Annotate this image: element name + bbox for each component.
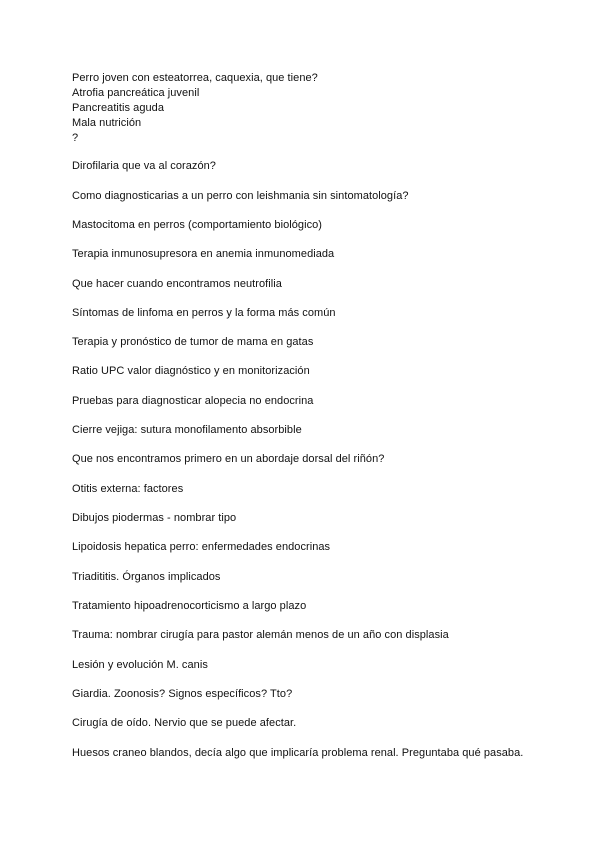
question-line: Que hacer cuando encontramos neutrofilia (72, 278, 282, 290)
question-line: Que nos encontramos primero en un abordaje dorsal del riñón? (72, 453, 385, 465)
answer-option: Mala nutrición (72, 117, 142, 129)
question-line: Dirofilaria que va al corazón? (72, 160, 216, 172)
question-line: Terapia y pronóstico de tumor de mama en gatas (72, 336, 314, 348)
question-line: Pruebas para diagnosticar alopecia no endocrina (72, 395, 314, 407)
question-line: Cierre vejiga: sutura monofilamento absorbible (72, 424, 302, 436)
question-line: Dibujos piodermas - nombrar tipo (72, 512, 237, 524)
question-line: Mastocitoma en perros (comportamiento biológico) (72, 219, 323, 231)
question-line: Trauma: nombrar cirugía para pastor alemán menos de un año con displasia (72, 629, 449, 641)
question-line: Huesos craneo blandos, decía algo que implicaría problema renal. Preguntaba qué pasaba. (72, 747, 524, 759)
answer-option: ? (72, 132, 79, 144)
question-line: Terapia inmunosupresora en anemia inmunomediada (72, 248, 335, 260)
question-line: Lipoidosis hepatica perro: enfermedades endocrinas (72, 541, 331, 553)
question-line: Tratamiento hipoadrenocorticismo a largo plazo (72, 600, 307, 612)
question-line: Ratio UPC valor diagnóstico y en monitorización (72, 365, 310, 377)
question-line: Otitis externa: factores (72, 483, 184, 495)
question-line: Lesión y evolución M. canis (72, 659, 208, 671)
question-line: Giardia. Zoonosis? Signos específicos? Tto? (72, 688, 293, 700)
question-line: Síntomas de linfoma en perros y la forma más común (72, 307, 336, 319)
question-line: Triadititis. Órganos implicados (72, 571, 221, 583)
question-line: Como diagnosticarias a un perro con leishmania sin sintomatología? (72, 190, 409, 202)
answer-option: Atrofia pancreática juvenil (72, 87, 200, 99)
question-line: Cirugía de oído. Nervio que se puede afectar. (72, 717, 297, 729)
answer-option: Pancreatitis aguda (72, 102, 165, 114)
question-line: Perro joven con esteatorrea, caquexia, que tiene? (72, 72, 318, 84)
